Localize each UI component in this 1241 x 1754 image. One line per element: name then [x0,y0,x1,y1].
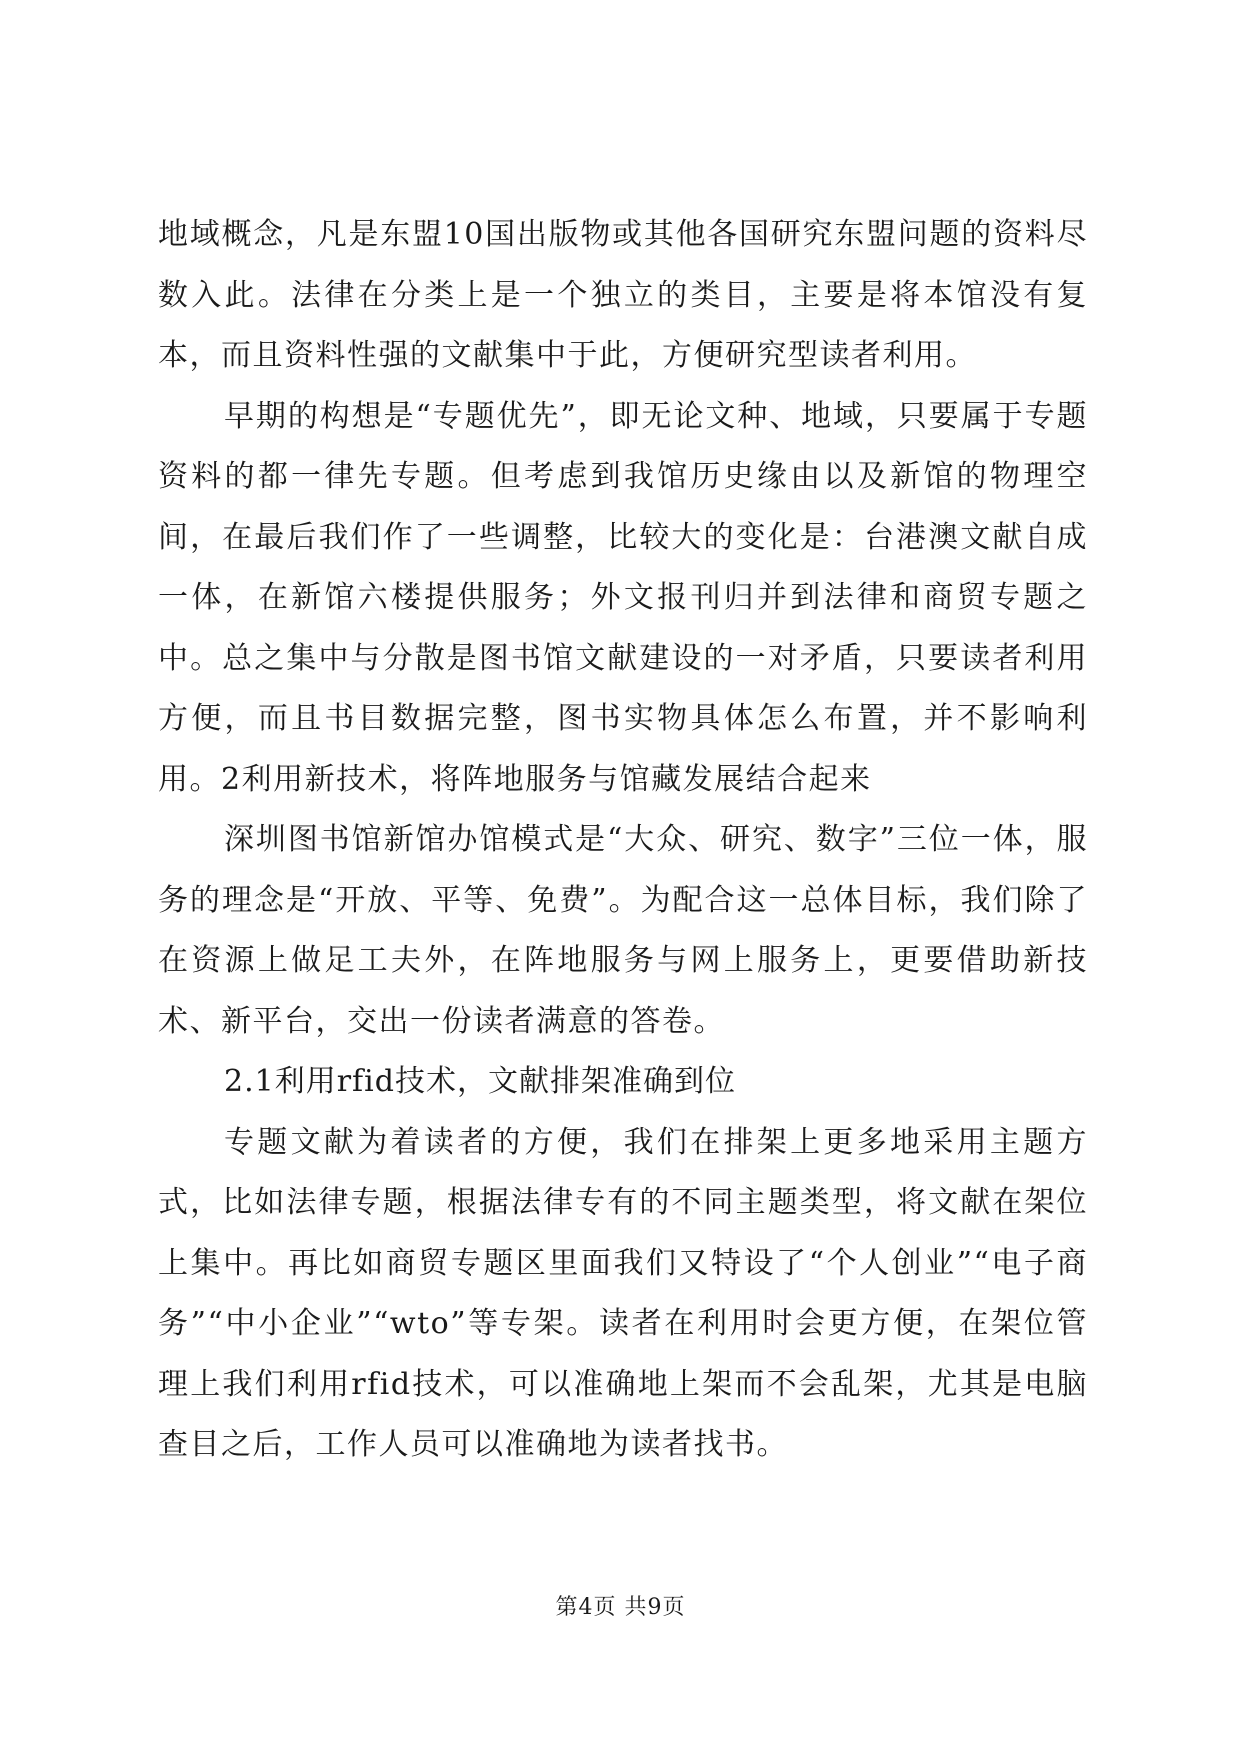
page-footer [0,1590,1241,1621]
page-number-label: 第4页 共9页 [555,1595,686,1620]
paragraph-4: 专题文献为着读者的方便，我们在排架上更多地采用主题方式，比如法律专题，根据法律专有的不同主题类型，将文献在架位上集中。再比如商贸专题区里面我们又特设了“个人创业”“电子商务”“中小企业”“wto”等专架。读者在利用时会更方便，在架位管理上我们利用rfid技术，可以准确地上架而不会乱架，尤其是电脑查目之后，工作人员可以准确地为读者找书。 [158,1124,1088,1462]
paragraph-3: 深圳图书馆新馆办馆模式是“大众、研究、数字”三位一体，服务的理念是“开放、平等、免费”。为配合这一总体目标，我们除了在资源上做足工夫外，在阵地服务与网上服务上，更要借助新技术、新平台，交出一份读者满意的答卷。 [158,822,1088,1039]
paragraph-2: 早期的构想是“专题优先”，即无论文种、地域，只要属于专题资料的都一律先专题。但考虑到我馆历史缘由以及新馆的物理空间，在最后我们作了一些调整，比较大的变化是：台港澳文献自成一体，在新馆六楼提供服务；外文报刊归并到法律和商贸专题之中。总之集中与分散是图书馆文献建设的一对矛盾，只要读者利用方便，而且书目数据完整，图书实物具体怎么布置，并不影响利用。2利用新技术，将阵地服务与馆藏发展结合起来 [158,398,1088,797]
paragraph-1: 地域概念，凡是东盟10国出版物或其他各国研究东盟问题的资料尽数入此。法律在分类上是一个独立的类目，主要是将本馆没有复本，而且资料性强的文献集中于此，方便研究型读者利用。 [158,217,1088,373]
section-heading-2-1: 2.1利用rfid技术，文献排架准确到位 [224,1064,736,1099]
body-text [158,205,1088,1476]
